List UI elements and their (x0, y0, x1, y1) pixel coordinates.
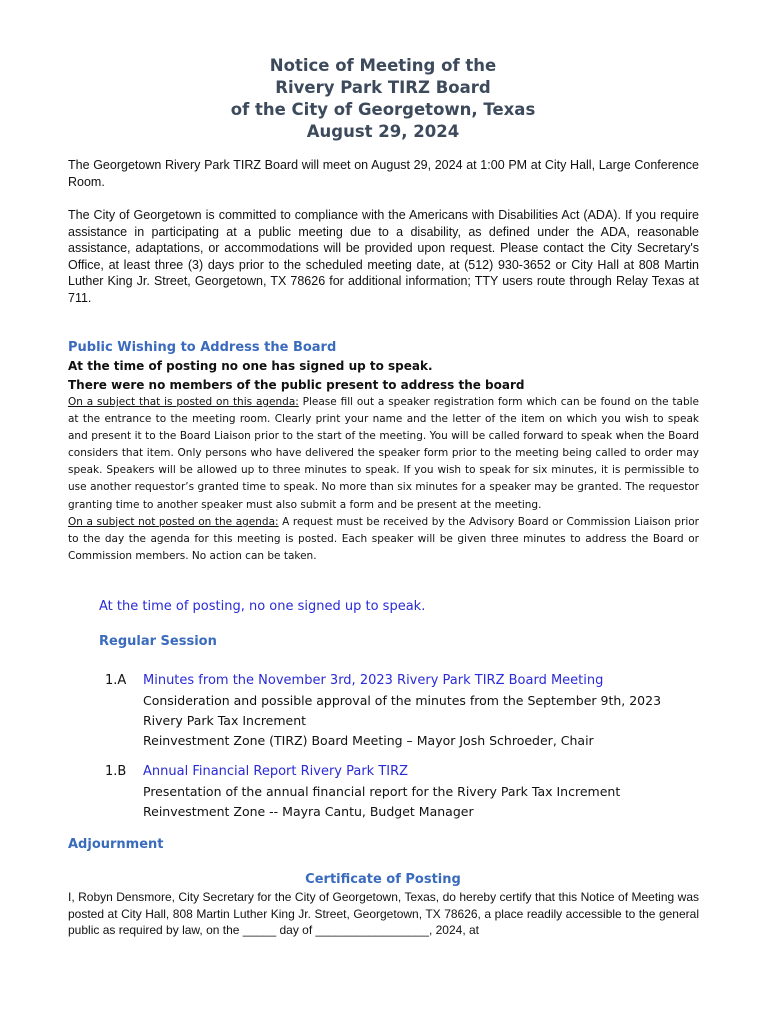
agenda-item-number: 1.B (105, 764, 127, 779)
agenda-item-title-link[interactable]: Annual Financial Report Rivery Park TIRZ (143, 764, 409, 779)
certificate-text: I, Robyn Densmore, City Secretary for the City of Georgetown, Texas, do hereby certify that this Notice of Meeting was posted at City Hall, 808 Martin Luther King Jr. Street, Georgetown, TX 78626, a place readily accessible to the general public as required by law, on the _____ day of _________________, 2024, at (68, 890, 699, 937)
agenda-item-description-line: Presentation of the annual financial report for the Rivery Park Tax Increment (143, 784, 621, 799)
ada-paragraph: The City of Georgetown is committed to compliance with the Americans with Disabilities Act (ADA). If you require assistance in participating at a public meeting due to a disability, as defined under the ADA, reasonable assistance, adaptations, or accommodations will be provided upon request. Please contact the City Secretary's Office, at least three (3) days prior to the scheduled meeting date, at (512) 930-3652 or City Hall at 808 Martin Luther King Jr. Street, Georgetown, TX 78626 for additional information; TTY users route through Relay Texas at 711. (68, 208, 699, 305)
agenda-item-description-line: Reinvestment Zone -- Mayra Cantu, Budget Manager (143, 804, 474, 819)
certificate-heading: Certificate of Posting (305, 872, 461, 887)
no-signup-statement: At the time of posting no one has signed up to speak. (68, 359, 433, 373)
posted-subject-label: On a subject that is posted on this agenda: (68, 396, 299, 408)
public-address-heading: Public Wishing to Address the Board (68, 340, 337, 355)
title-line-2: Rivery Park TIRZ Board (275, 78, 491, 97)
adjournment-heading: Adjournment (68, 837, 164, 852)
page-title (68, 55, 698, 143)
agenda-item-description-line: Consideration and possible approval of the minutes from the September 9th, 2023 (143, 693, 662, 708)
no-public-present-statement: There were no members of the public present to address the board (68, 378, 525, 392)
posted-subject-text: Please fill out a speaker registration form which can be found on the table at the entrance to the meeting room. Clearly print your name and the letter of the item on which you wish to speak and present it to the Board Liaison prior to the start of the meeting. You will be called forward to speak when the Board considers that item. Only persons who have delivered the speaker form prior to the meeting being called to order may speak. Speakers will be allowed up to three minutes to speak. If you wish to speak for six minutes, it is permissible to use another requestor’s granted time to speak. No more than six minutes for a speaker may be granted. The requestor granting time to another speaker must also submit a form and be present at the meeting. (68, 396, 699, 511)
not-posted-subject-text: A request must be received by the Advisory Board or Commission Liaison prior to the day the agenda for this meeting is posted. Each speaker will be given three minutes to address the Board or Commission members. No action can be taken. (68, 515, 700, 562)
title-line-1: Notice of Meeting of the (269, 56, 497, 75)
agenda-item-description-line: Reinvestment Zone (TIRZ) Board Meeting – Mayor Josh Schroeder, Chair (143, 733, 594, 748)
title-line-3: of the City of Georgetown, Texas (230, 100, 536, 119)
agenda-item-number: 1.A (105, 673, 127, 688)
agenda-item-description-line: Rivery Park Tax Increment (143, 713, 307, 728)
title-line-4-date: August 29, 2024 (306, 122, 460, 141)
intro-paragraph: The Georgetown Rivery Park TIRZ Board will meet on August 29, 2024 at 1:00 PM at City Hall, Large Conference Room. (68, 158, 699, 189)
regular-session-heading: Regular Session (99, 634, 217, 649)
posting-note: At the time of posting, no one signed up to speak. (99, 599, 426, 614)
speaker-rules (68, 394, 699, 565)
agenda-item-title-link[interactable]: Minutes from the November 3rd, 2023 Rivery Park TIRZ Board Meeting (143, 673, 604, 688)
not-posted-subject-label: On a subject not posted on the agenda: (68, 515, 279, 528)
